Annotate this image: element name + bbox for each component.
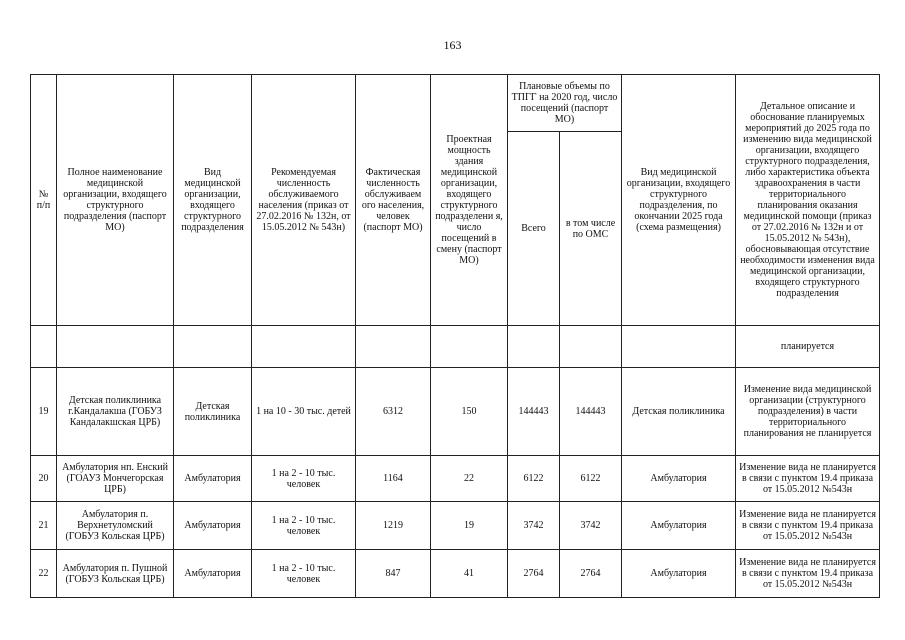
header-actual: Фактическая численность обслуживаем ого населения, человек (паспорт МО) xyxy=(356,75,431,326)
row-capacity: 150 xyxy=(431,368,508,456)
row-total: 144443 xyxy=(508,368,560,456)
table-row xyxy=(31,456,880,502)
row-type-2025: Амбулатория xyxy=(622,502,736,550)
row-name: Амбулатория п. Верхнетуломский (ГОБУЗ Кольская ЦРБ) xyxy=(57,502,174,550)
row-actual: 847 xyxy=(356,550,431,598)
row-capacity: 41 xyxy=(431,550,508,598)
row-type-2025: Амбулатория xyxy=(622,550,736,598)
row-actual: 1164 xyxy=(356,456,431,502)
row-type-2025: Амбулатория xyxy=(622,456,736,502)
row-num: 21 xyxy=(31,502,57,550)
row-type: Амбулатория xyxy=(174,502,252,550)
continuation-text: планируется xyxy=(736,326,880,368)
row-recommended: 1 на 10 - 30 тыс. детей xyxy=(252,368,356,456)
row-recommended: 1 на 2 - 10 тыс. человек xyxy=(252,456,356,502)
header-total: Всего xyxy=(508,132,560,326)
row-oms: 144443 xyxy=(560,368,622,456)
row-description: Изменение вида медицинской организации (структурного подразделения) в части территориального планирования не планируется xyxy=(736,368,880,456)
row-num: 20 xyxy=(31,456,57,502)
row-total: 2764 xyxy=(508,550,560,598)
row-num: 19 xyxy=(31,368,57,456)
row-actual: 1219 xyxy=(356,502,431,550)
row-name: Амбулатория п. Пушной (ГОБУЗ Кольская ЦРБ) xyxy=(57,550,174,598)
row-num: 22 xyxy=(31,550,57,598)
continuation-row xyxy=(31,326,880,368)
table-row xyxy=(31,368,880,456)
row-recommended: 1 на 2 - 10 тыс. человек xyxy=(252,502,356,550)
header-oms: в том числе по ОМС xyxy=(560,132,622,326)
header-type-2025: Вид медицинской организации, входящего структурного подразделения, по окончании 2025 года (схема размещения) xyxy=(622,75,736,326)
row-recommended: 1 на 2 - 10 тыс. человек xyxy=(252,550,356,598)
row-description: Изменение вида не планируется в связи с пунктом 19.4 приказа от 15.05.2012 №543н xyxy=(736,456,880,502)
row-total: 6122 xyxy=(508,456,560,502)
header-name: Полное наименование медицинской организации, входящего структурного подразделения (паспорт МО) xyxy=(57,75,174,326)
header-row xyxy=(31,75,880,132)
row-name: Амбулатория нп. Енский (ГОАУЗ Мончегорская ЦРБ) xyxy=(57,456,174,502)
medical-organizations-table xyxy=(30,74,880,598)
table-row xyxy=(31,550,880,598)
row-oms: 2764 xyxy=(560,550,622,598)
row-description: Изменение вида не планируется в связи с пунктом 19.4 приказа от 15.05.2012 №543н xyxy=(736,502,880,550)
table-row xyxy=(31,502,880,550)
header-recommended: Рекомендуемая численность обслуживаемого населения (приказ от 27.02.2016 № 132н, от 15.05.2012 № 543н) xyxy=(252,75,356,326)
row-capacity: 19 xyxy=(431,502,508,550)
header-capacity: Проектная мощность здания медицинской организации, входящего структурного подразделени я, число посещений в смену (паспорт МО) xyxy=(431,75,508,326)
row-capacity: 22 xyxy=(431,456,508,502)
row-name: Детская поликлиника г.Кандалакша (ГОБУЗ Кандалакшская ЦРБ) xyxy=(57,368,174,456)
header-type: Вид медицинской организации, входящего структурного подразделения xyxy=(174,75,252,326)
row-description: Изменение вида не планируется в связи с пунктом 19.4 приказа от 15.05.2012 №543н xyxy=(736,550,880,598)
row-type-2025: Детская поликлиника xyxy=(622,368,736,456)
row-total: 3742 xyxy=(508,502,560,550)
row-type: Амбулатория xyxy=(174,456,252,502)
header-num: № п/п xyxy=(31,75,57,326)
row-oms: 6122 xyxy=(560,456,622,502)
header-description: Детальное описание и обоснование планируемых мероприятий до 2025 года по изменению вида медицинской организации, входящего структурного подразделения, либо характеристика объекта здравоохранения в части территориального планирования оказания медицинской помощи (приказ от 27.02.2016 № 132н и от 15.05.2012 № 543н), обосновывающая отсутствие необходимости изменения вида медицинской организации, входящего структурного подразделения xyxy=(736,75,880,326)
header-planned-group: Плановые объемы по ТПГГ на 2020 год, число посещений (паспорт МО) xyxy=(508,75,622,132)
page-number: 163 xyxy=(443,38,462,52)
row-actual: 6312 xyxy=(356,368,431,456)
row-type: Амбулатория xyxy=(174,550,252,598)
row-oms: 3742 xyxy=(560,502,622,550)
row-type: Детская поликлиника xyxy=(174,368,252,456)
